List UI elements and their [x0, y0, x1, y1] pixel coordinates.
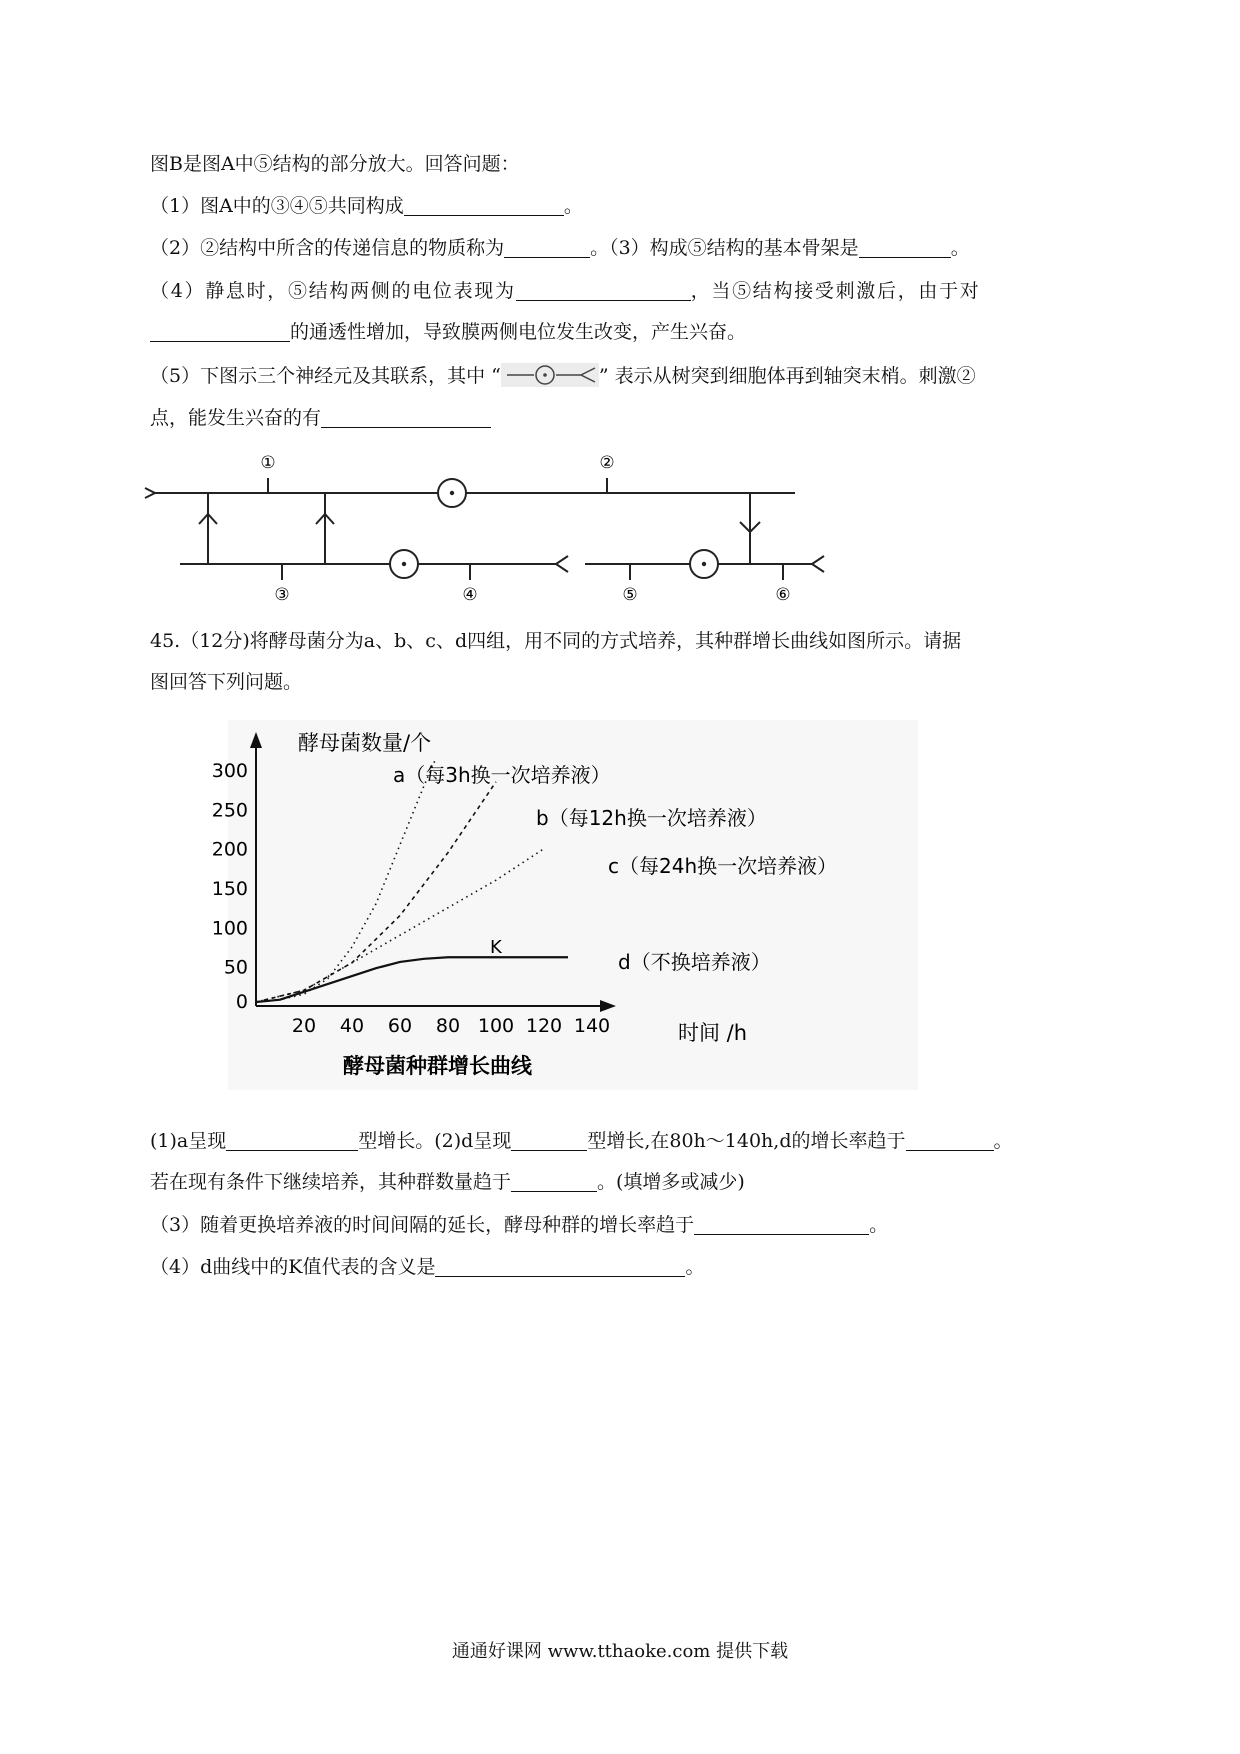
point-label-1: ① [260, 453, 276, 473]
x-axis-label: 时间 /h [678, 1021, 748, 1045]
x-axis-arrow [600, 1000, 616, 1012]
yeast-growth-chart [211, 720, 918, 1090]
neuron-symbol-icon [501, 363, 599, 387]
answer-blank-3[interactable] [859, 237, 951, 258]
y-axis-label: 酵母菌数量/个 [298, 731, 432, 755]
answer-blank-1[interactable] [404, 195, 564, 216]
answer-blank-45-4[interactable] [435, 1256, 685, 1277]
point-label-5: ⑤ [622, 585, 638, 605]
question-2-3: （2）②结构中所含的传递信息的物质称为 。（3）构成⑤结构的基本骨架是 。 [150, 237, 970, 259]
answer-blank-45-2a[interactable] [511, 1130, 587, 1151]
question-5-line-1: （5）下图示三个神经元及其联系，其中 “ ” 表示从树突到细胞体再到轴突末梢。刺激② [150, 365, 976, 387]
question-5-line-2: 点，能发生兴奋的有 [150, 404, 491, 432]
question-4-line-2: 的通透性增加，导致膜两侧电位发生改变，产生兴奋。 [150, 318, 746, 346]
footer-text: 通通好课网 www.tthaoke.com 提供下载 [451, 1641, 789, 1662]
x-tick-label: 20 [291, 1015, 317, 1037]
point-label-4: ④ [462, 585, 478, 605]
series-label-a: a（每3h换一次培养液） [393, 763, 611, 787]
neuron-diagram [140, 440, 840, 620]
point-label-3: ③ [274, 585, 290, 605]
x-tick-label: 100 [477, 1015, 515, 1037]
question-1: （1）图A中的③④⑤共同构成 。 [150, 195, 583, 217]
y-tick-label: 150 [211, 878, 248, 900]
x-tick-label: 40 [339, 1015, 365, 1037]
y-axis-arrow [250, 732, 262, 748]
k-annotation: K [490, 937, 502, 958]
intro-text: 图B是图A中⑤结构的部分放大。回答问题： [150, 153, 520, 175]
x-tick-label: 60 [387, 1015, 413, 1037]
q45-sub-line-2: 若在现有条件下继续培养，其种群数量趋于 。(填增多或减少) [150, 1171, 745, 1193]
answer-blank-4a[interactable] [516, 280, 691, 301]
chart-svg [211, 720, 918, 1090]
x-tick-label: 120 [525, 1015, 563, 1037]
point-label-6: ⑥ [775, 585, 791, 605]
series-label-c: c（每24h换一次培养液） [608, 854, 838, 878]
y-tick-label: 300 [211, 760, 248, 782]
series-label-b: b（每12h换一次培养液） [536, 806, 767, 830]
answer-blank-2[interactable] [504, 237, 590, 258]
series-line-c [256, 849, 544, 1002]
y-tick-label: 0 [235, 991, 248, 1013]
answer-blank-5[interactable] [321, 407, 491, 428]
answer-blank-4b[interactable] [150, 321, 290, 342]
y-tick-label: 250 [211, 799, 248, 822]
series-label-d: d（不换培养液） [618, 950, 771, 974]
y-tick-label: 50 [223, 956, 248, 979]
y-tick-label: 100 [211, 917, 248, 940]
series-line-d [256, 957, 568, 1002]
chart-title: 酵母菌种群增长曲线 [343, 1054, 532, 1078]
x-tick-label: 140 [573, 1015, 611, 1037]
q45-sub-line-1: (1)a呈现 型增长。(2)d呈现 型增长,在80h～140h,d的增长率趋于 。 [150, 1130, 1013, 1152]
q45-sub-line-4: （4）d曲线中的K值代表的含义是 。 [150, 1256, 705, 1278]
q45-line-2: 图回答下列问题。 [150, 671, 303, 693]
answer-blank-45-2c[interactable] [511, 1171, 597, 1192]
question-4-line-1: （4）静息时，⑤结构两侧的电位表现为 ，当⑤结构接受刺激后，由于对 [150, 280, 981, 302]
answer-blank-45-1[interactable] [226, 1130, 358, 1151]
answer-blank-45-3[interactable] [694, 1214, 869, 1235]
answer-blank-45-2b[interactable] [906, 1130, 994, 1151]
q45-sub-line-3: （3）随着更换培养液的时间间隔的延长，酵母种群的增长率趋于 。 [150, 1214, 889, 1236]
y-tick-label: 200 [211, 838, 248, 861]
q45-line-1: 45.（12分)将酵母菌分为a、b、c、d四组，用不同的方式培养，其种群增长曲线如图所示。请据 [150, 630, 962, 652]
point-label-2: ② [599, 453, 615, 473]
x-tick-label: 80 [435, 1015, 461, 1037]
